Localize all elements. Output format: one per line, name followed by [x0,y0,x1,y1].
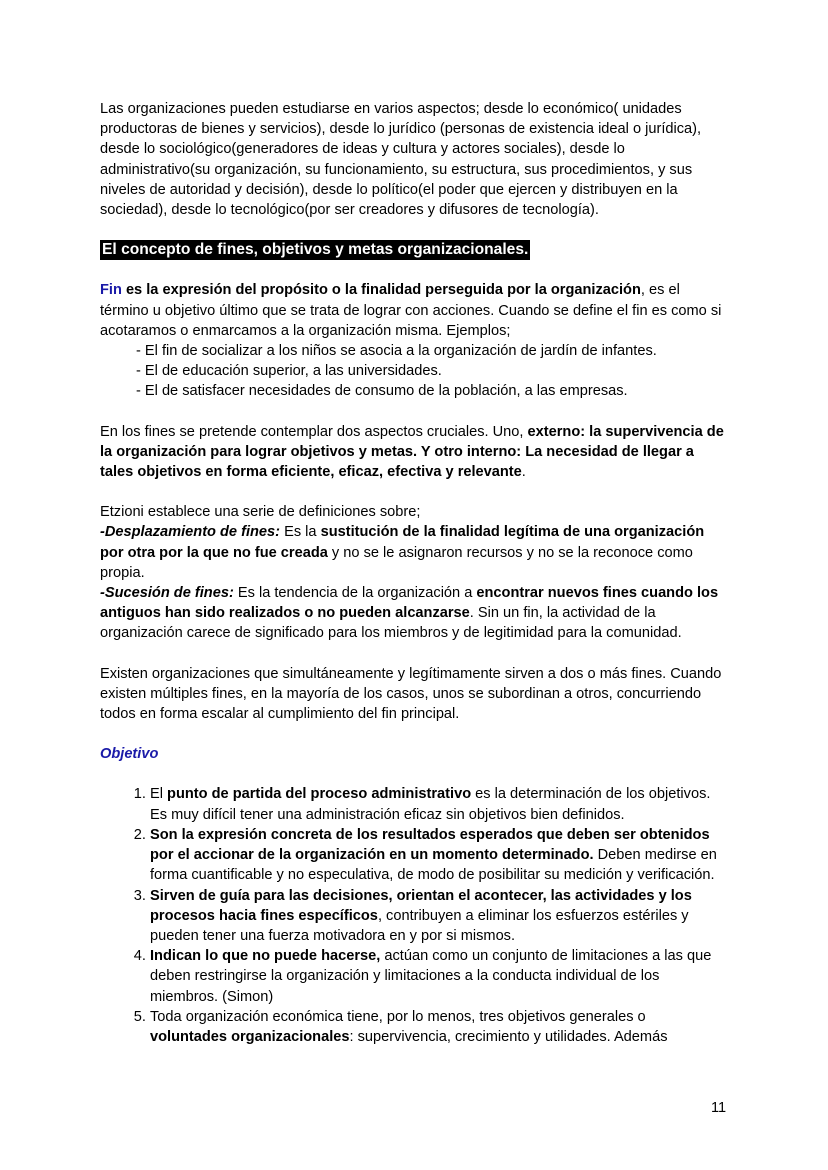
list-item [150,946,725,1007]
item-text-b: es la determinación de los objetivos. Es muy difícil tener una administración eficaz sin objetivos bien definidos. [150,786,711,823]
fin-examples-list [100,341,725,402]
intro-paragraph: Las organizaciones pueden estudiarse en varios aspectos; desde lo económico( unidades productoras de bienes y servicios), desde lo jurídico (personas de existencia ideal o jurídica), desde lo sociológico(generadores de ideas y cultura y actores sociales), desde lo administrativo(su organización, su funcionamiento, su estructura, sus procedimientos, y sus niveles de autoridad y decisión), desde lo político(el poder que ejercen y distribuyen en la sociedad), desde lo tecnológico(por ser creadores y difusores de tecnología). [100,101,702,219]
aspects-end: . [521,464,526,481]
sucesion-text-b: . Sin un fin, la actividad de la organización carece de significado para los miembros y de legitimidad para la comunidad. [100,605,682,642]
objetivo-title: Objetivo [100,746,159,763]
item-bold: punto de partida del proceso administrativo [167,786,472,803]
list-item: - El de educación superior, a las universidades. [136,363,442,380]
desplazamiento-text-a: Es la [280,524,321,541]
multiple-fines-paragraph: Existen organizaciones que simultáneamente y legítimamente sirven a dos o más fines. Cuando existen múltiples fines, en la mayoría de los casos, unos se subordinan a otros, concurriendo todos en forma escalar al cumplimiento del fin principal. [100,665,722,723]
fin-term: Fin [100,282,122,299]
list-item [150,886,725,947]
item-bold: Son la expresión concreta de los resultados esperados que deben ser obtenidos por el accionar de la organización en un momento determinado. [150,826,710,864]
section-heading-row [100,240,725,260]
item-text-b: Deben medirse en forma cuantificable y no especulativa, de modo de posibilitar su medición y verificación. [150,847,717,884]
aspects-bold: externo: la supervivencia de la organización para lograr objetivos y metas. Y otro interno: La necesidad de llegar a tales objetivos en forma eficiente, eficaz, efectiva y relevante [100,423,724,481]
item-text-a: El [150,786,168,803]
sucesion-term: -Sucesión de fines: [100,585,234,602]
sucesion-bold: encontrar nuevos fines cuando los antiguos han sido realizados o no pueden alcanzarse [100,585,719,622]
list-item [150,1007,725,1047]
etzioni-intro: Etzioni establece una serie de definiciones sobre; [100,504,421,521]
objetivo-list [100,784,725,1047]
list-item [150,784,725,824]
desplazamiento-text-b: y no se le asignaron recursos y no se la reconoce como propia. [100,544,693,581]
fin-definition-rest: , es el término u objetivo último que se trata de lograr con acciones. Cuando se define el fin es como si acotaramos o enmarcamos a la organización misma. Ejemplos; [100,282,722,339]
desplazamiento-bold: sustitución de la finalidad legítima de una organización por otra por la que no fue creada [100,524,705,561]
sucesion-text-a: Es la tendencia de la organización a [233,585,477,602]
list-item [150,825,725,886]
sucesion-paragraph [100,583,725,644]
item-bold: Indican lo que no puede hacerse, [150,948,381,965]
section-heading: El concepto de fines, objetivos y metas organizacionales. [102,241,529,259]
item-text-b: , contribuyen a eliminar los esfuerzos estériles y pueden tener una fuerza motivadora en y por si mismos. [150,907,689,944]
fin-definition-bold: es la expresión del propósito o la finalidad perseguida por la organización [121,282,641,299]
desplazamiento-term: -Desplazamiento de fines: [100,524,281,541]
item-text-b: : supervivencia, crecimiento y utilidades. Además [349,1028,668,1045]
list-item: - El fin de socializar a los niños se asocia a la organización de jardín de infantes. [136,343,657,360]
item-text-a: Toda organización económica tiene, por lo menos, tres objetivos generales o [150,1008,646,1025]
item-bold: Sirven de guía para las decisiones, orientan el acontecer, las actividades y los procesos hacia fines específicos [150,887,692,924]
list-item: - El de satisfacer necesidades de consumo de la población, a las empresas. [136,383,628,400]
fin-paragraph [100,280,725,341]
page-number: 11 [711,1100,727,1116]
document-body [100,99,725,1047]
item-bold: voluntades organizacionales [150,1028,350,1045]
aspects-paragraph [100,422,725,483]
aspects-start: En los fines se pretende contemplar dos aspectos cruciales. Uno, [100,423,528,440]
item-text-b: actúan como un conjunto de limitaciones a las que deben restringirse la organización y limitaciones a la conducta individual de los miembros. (Simon) [150,948,712,1005]
desplazamiento-paragraph [100,522,725,583]
